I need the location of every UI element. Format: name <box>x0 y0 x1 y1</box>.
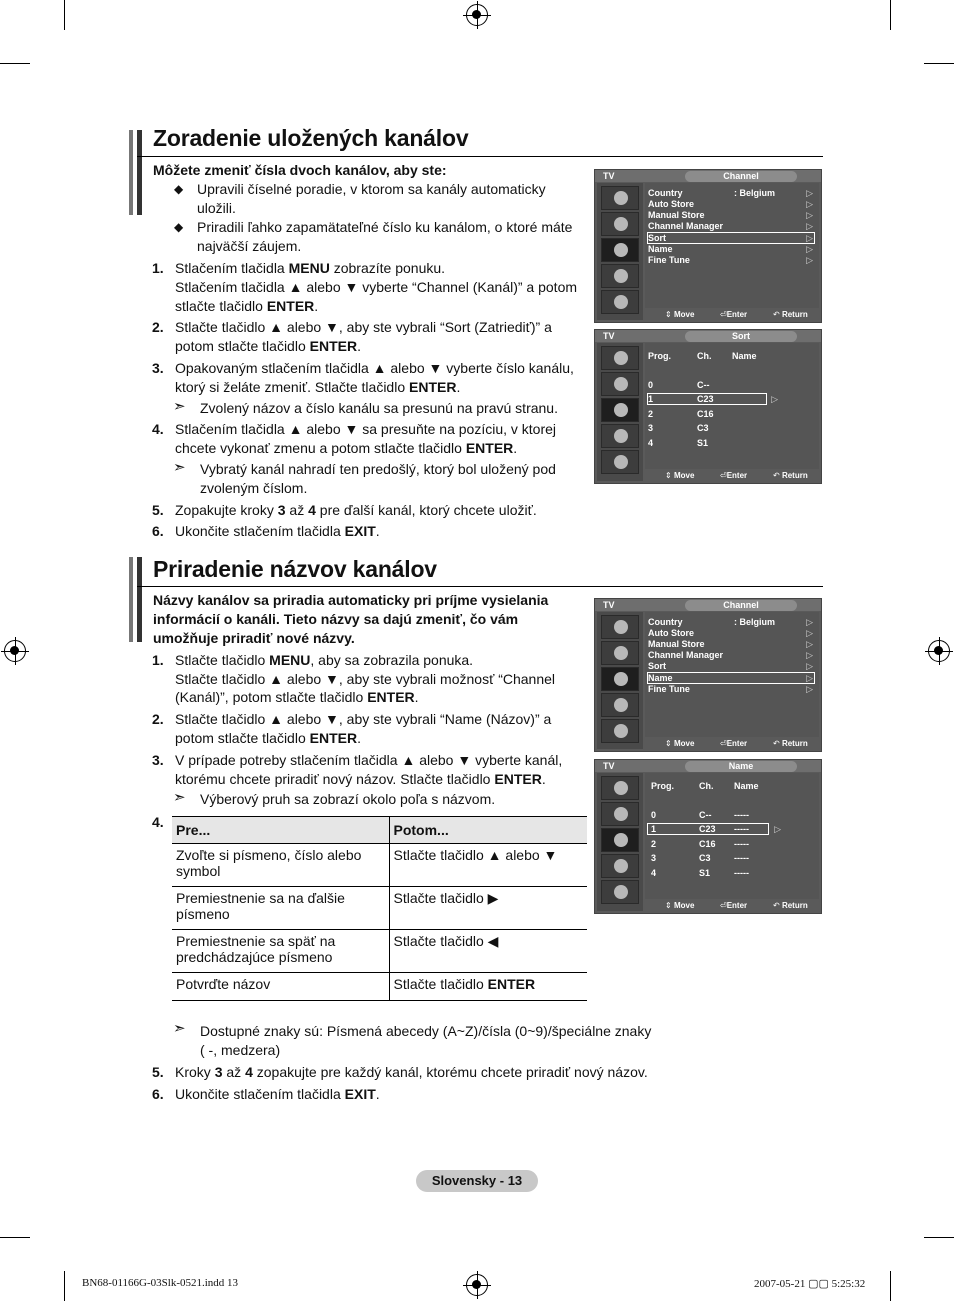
foot-move: Move <box>673 471 695 480</box>
table-cell: Stlačte tlačidlo ◀ <box>389 930 587 973</box>
osd-item: Manual Store <box>648 639 705 649</box>
setup-icon <box>601 424 639 448</box>
input-icon <box>601 290 639 314</box>
channel-icon <box>601 398 639 422</box>
step-number: 5. <box>152 502 164 518</box>
table-cell: Stlačte tlačidlo ENTER <box>389 973 587 1001</box>
note-arrow-icon: ➣ <box>173 1020 186 1037</box>
osd-prog: 3 <box>648 423 654 433</box>
osd-channel-menu: TV Channel Country : Belgium Auto Store Manual Store Channel Manager Sort Name Fine Tune ▷ ▷ ▷ ▷ ▷ ▷ ▷ ⇕ Move ⏎Enter ↶ Return <box>594 598 822 752</box>
footer-file: BN68-01166G-03Slk-0521.indd 13 <box>82 1277 239 1289</box>
foot-return: Return <box>781 739 808 748</box>
sound-icon <box>601 802 639 826</box>
arrow-icon: ▷ <box>806 639 813 649</box>
foot-move: Move <box>673 310 695 319</box>
crop-mark <box>0 1237 30 1238</box>
osd-ch: S1 <box>697 438 709 448</box>
osd-item: Channel Manager <box>648 221 724 231</box>
bullet-text: uložili. <box>197 200 236 216</box>
osd-item: Fine Tune <box>648 255 690 265</box>
foot-enter: Enter <box>726 901 748 910</box>
page-number: Slovensky - 13 <box>416 1170 538 1192</box>
note-text: Dostupné znaky sú: Písmená abecedy (A~Z)/čísla (0~9)/špeciálne znaky <box>200 1023 652 1039</box>
osd-item: Sort <box>648 233 666 243</box>
picture-icon <box>601 776 639 800</box>
channel-icon <box>601 828 639 852</box>
registration-mark-icon <box>928 640 950 662</box>
osd-ch: C3 <box>699 853 711 863</box>
arrow-icon: ▷ <box>806 617 813 627</box>
crop-mark <box>924 1237 954 1238</box>
name-edit-table <box>172 816 587 1001</box>
channel-icon <box>601 238 639 262</box>
input-icon <box>601 450 639 474</box>
osd-prog: 4 <box>651 868 657 878</box>
section-bar <box>129 130 133 215</box>
table-header: Pre... <box>172 817 389 844</box>
osd-ch: C-- <box>699 810 712 820</box>
arrow-icon: ▷ <box>806 661 813 671</box>
note-arrow-icon: ➣ <box>173 398 186 415</box>
input-icon <box>601 880 639 904</box>
bullet-text: Upravili číselné poradie, v ktorom sa kanály automaticky <box>197 181 546 197</box>
osd-ch: C16 <box>697 409 714 419</box>
osd-channel-menu: TV Channel Country : Belgium Auto Store Manual Store Channel Manager Sort Name Fine Tune ▷ ▷ ▷ ▷ ▷ ▷ ▷ ⇕ Move ⏎Enter ↶ Return <box>594 169 822 323</box>
osd-item: Auto Store <box>648 199 694 209</box>
section-bar <box>129 557 133 642</box>
osd-prog: 2 <box>648 409 654 419</box>
osd-ch: C3 <box>697 423 709 433</box>
sound-icon <box>601 372 639 396</box>
arrow-icon: ▷ <box>806 628 813 638</box>
sound-icon <box>601 212 639 236</box>
table-header: Potom... <box>389 817 587 844</box>
step-number: 1. <box>152 260 164 276</box>
foot-move: Move <box>673 739 695 748</box>
osd-item: Auto Store <box>648 628 694 638</box>
osd-item: Sort <box>648 661 666 671</box>
osd-prog: 2 <box>651 839 657 849</box>
step-text: Opakovaným stlačením tlačidla ▲ alebo ▼ vyberte číslo kanálu, <box>175 360 574 376</box>
step-number: 4. <box>152 421 164 437</box>
osd-prog: 3 <box>651 853 657 863</box>
osd-title: Channel <box>685 171 797 182</box>
foot-enter: Enter <box>726 739 748 748</box>
osd-col-header: Prog. <box>648 351 672 361</box>
crop-mark <box>0 63 30 64</box>
arrow-icon: ▷ <box>771 394 778 404</box>
osd-title: Sort <box>685 331 797 342</box>
arrow-icon: ▷ <box>774 824 781 834</box>
setup-icon <box>601 693 639 717</box>
setup-icon <box>601 264 639 288</box>
step-text: Stlačením tlačidla MENU zobrazíte ponuku. <box>175 260 446 276</box>
section1-intro: Môžete zmeniť čísla dvoch kanálov, aby ste: <box>153 162 447 178</box>
step-text: potom stlačte tlačidlo ENTER. <box>175 338 361 354</box>
arrow-icon: ▷ <box>806 199 813 209</box>
note-text: ( -, medzera) <box>200 1042 281 1058</box>
picture-icon <box>601 615 639 639</box>
osd-ch: C-- <box>697 380 710 390</box>
step-text: Stlačte tlačidlo ▲ alebo ▼, aby ste vybrali možnosť “Channel <box>175 671 556 687</box>
foot-enter: Enter <box>726 310 748 319</box>
osd-ch: C23 <box>697 394 714 404</box>
osd-item: Channel Manager <box>648 650 724 660</box>
osd-tv-label: TV <box>603 331 615 341</box>
osd-item: Name <box>648 673 673 683</box>
section2-intro: informácií o kanáli. Tieto názvy sa dajú zmeniť, čo vám <box>153 611 519 627</box>
osd-prog: 1 <box>651 824 657 834</box>
registration-mark-icon <box>4 640 26 662</box>
osd-prog: 1 <box>648 394 654 404</box>
step-text: Stlačením tlačidla ▲ alebo ▼ sa presuňte na pozíciu, v ktorej <box>175 421 557 437</box>
setup-icon <box>601 854 639 878</box>
arrow-icon: ▷ <box>806 673 813 683</box>
osd-sort-menu: TV Sort Prog. Ch. Name ▷ 0 1 2 3 4 C-- C23 C16 C3 S1 ⇕ Move ⏎Enter ↶ Return <box>594 329 822 484</box>
step-number: 1. <box>152 652 164 668</box>
step-number: 5. <box>152 1064 164 1080</box>
table-cell: Stlačte tlačidlo ▲ alebo ▼ <box>389 844 587 887</box>
osd-item: Name <box>648 244 673 254</box>
section2-title: Priradenie názvov kanálov <box>153 556 437 582</box>
registration-mark-icon <box>466 1274 488 1296</box>
sound-icon <box>601 641 639 665</box>
bullet-text: Priradili ľahko zapamätateľné číslo ku kanálom, o ktoré máte <box>197 219 573 235</box>
step-number: 6. <box>152 523 164 539</box>
osd-col-header: Name <box>734 781 759 791</box>
osd-item: Manual Store <box>648 210 705 220</box>
arrow-icon: ▷ <box>806 650 813 660</box>
foot-return: Return <box>781 471 808 480</box>
note-arrow-icon: ➣ <box>173 789 186 806</box>
table-row: Premiestnenie sa späť na predchádzajúce písmeno <box>172 930 389 973</box>
step-text: Stlačením tlačidla ▲ alebo ▼ vyberte “Channel (Kanál)” a potom <box>175 279 578 295</box>
step-text: Ukončite stlačením tlačidla EXIT. <box>175 523 380 539</box>
table-row: Zvoľte si písmeno, číslo alebo symbol <box>172 844 389 887</box>
osd-title: Channel <box>685 600 797 611</box>
osd-prog: 0 <box>651 810 657 820</box>
osd-ch: C23 <box>699 824 716 834</box>
arrow-icon: ▷ <box>806 684 813 694</box>
step-text: Stlačte tlačidlo ▲ alebo ▼, aby ste vybrali “Sort (Zatriediť)” a <box>175 319 552 335</box>
bullet-icon: ◆ <box>174 182 184 196</box>
step-number: 3. <box>152 752 164 768</box>
step-text: stlačte tlačidlo ENTER. <box>175 298 319 314</box>
osd-col-header: Name <box>732 351 757 361</box>
step-text: V prípade potreby stlačením tlačidla ▲ alebo ▼ vyberte kanál, <box>175 752 563 768</box>
step-text: Stlačte tlačidlo ▲ alebo ▼, aby ste vybrali “Name (Názov)” a <box>175 711 552 727</box>
osd-name: ----- <box>734 853 749 863</box>
step-number: 3. <box>152 360 164 376</box>
footer-date: 2007-05-21 ▢▢ 5:25:32 <box>754 1278 866 1290</box>
arrow-icon: ▷ <box>806 255 813 265</box>
note-text: Výberový pruh sa zobrazí okolo poľa s názvom. <box>200 791 496 807</box>
osd-name: ----- <box>734 839 749 849</box>
foot-enter: Enter <box>726 471 748 480</box>
crop-mark <box>890 1271 891 1301</box>
osd-name: ----- <box>734 824 749 834</box>
osd-name-menu: TV Name Prog. Ch. Name ▷ 0 1 2 3 4 C-- C23 C16 C3 S1 ----- ----- ----- ----- ----- ⇕ Move ⏎Enter ↶ Return <box>594 759 822 914</box>
section2-rule <box>137 586 823 587</box>
input-icon <box>601 719 639 743</box>
table-row: Premiestnenie sa na ďalšie písmeno <box>172 887 389 930</box>
note-arrow-icon: ➣ <box>173 459 186 476</box>
arrow-icon: ▷ <box>806 210 813 220</box>
step-number: 4. <box>152 814 164 830</box>
foot-return: Return <box>781 901 808 910</box>
arrow-icon: ▷ <box>806 233 813 243</box>
section1-rule <box>137 156 823 157</box>
table-row: Potvrďte názov <box>172 973 389 1001</box>
step-number: 2. <box>152 711 164 727</box>
registration-mark-icon <box>466 4 488 26</box>
osd-country-value: : Belgium <box>734 617 776 627</box>
osd-item: Country <box>648 188 683 198</box>
bullet-icon: ◆ <box>174 220 184 234</box>
arrow-icon: ▷ <box>806 244 813 254</box>
bullet-text: najväčší záujem. <box>197 238 302 254</box>
note-text: Vybratý kanál nahradí ten predošlý, ktorý bol uložený pod <box>200 461 556 477</box>
osd-country-value: : Belgium <box>734 188 776 198</box>
step-text: Kroky 3 až 4 zopakujte pre každý kanál, ktorému chcete priradiť nový názov. <box>175 1064 648 1080</box>
osd-name: ----- <box>734 810 749 820</box>
foot-return: Return <box>781 310 808 319</box>
picture-icon <box>601 346 639 370</box>
arrow-icon: ▷ <box>806 188 813 198</box>
channel-icon <box>601 667 639 691</box>
osd-ch: C16 <box>699 839 716 849</box>
note-text: Zvolený názov a číslo kanálu sa presunú na pravú stranu. <box>200 400 558 416</box>
crop-mark <box>924 63 954 64</box>
osd-item: Fine Tune <box>648 684 690 694</box>
step-text: ktorý si želáte zmeniť. Stlačte tlačidlo ENTER. <box>175 379 461 395</box>
note-text: zvoleným číslom. <box>200 480 308 496</box>
section-bar <box>137 557 142 642</box>
step-text: ktorému chcete priradiť nový názov. Stlačte tlačidlo ENTER. <box>175 771 546 787</box>
step-text: potom stlačte tlačidlo ENTER. <box>175 730 361 746</box>
osd-selection <box>647 232 815 244</box>
osd-prog: 4 <box>648 438 654 448</box>
section-bar <box>137 130 142 215</box>
osd-tv-label: TV <box>603 600 615 610</box>
step-text: (Kanál)”, potom stlačte tlačidlo ENTER. <box>175 689 419 705</box>
section2-intro: Názvy kanálov sa priradia automaticky pri príjme vysielania <box>153 592 549 608</box>
osd-tv-label: TV <box>603 761 615 771</box>
osd-tv-label: TV <box>603 171 615 181</box>
arrow-icon: ▷ <box>806 221 813 231</box>
section2-intro: umožňuje priradiť nové názvy. <box>153 630 355 646</box>
osd-prog: 0 <box>648 380 654 390</box>
step-text: chcete vykonať zmenu a potom stlačte tlačidlo ENTER. <box>175 440 518 456</box>
osd-name: ----- <box>734 868 749 878</box>
section1-title: Zoradenie uložených kanálov <box>153 125 469 151</box>
foot-move: Move <box>673 901 695 910</box>
step-text: Ukončite stlačením tlačidla EXIT. <box>175 1086 380 1102</box>
osd-ch: S1 <box>699 868 711 878</box>
step-number: 6. <box>152 1086 164 1102</box>
osd-item: Country <box>648 617 683 627</box>
crop-mark <box>64 1271 65 1301</box>
step-text: Stlačte tlačidlo MENU, aby sa zobrazila ponuka. <box>175 652 474 668</box>
crop-mark <box>64 0 65 30</box>
crop-mark <box>890 0 891 30</box>
osd-title: Name <box>685 761 797 772</box>
step-number: 2. <box>152 319 164 335</box>
osd-col-header: Ch. <box>697 351 712 361</box>
picture-icon <box>601 186 639 210</box>
table-cell: Stlačte tlačidlo ▶ <box>389 887 587 930</box>
step-text: Zopakujte kroky 3 až 4 pre ďalší kanál, ktorý chcete uložiť. <box>175 502 537 518</box>
osd-col-header: Prog. <box>651 781 675 791</box>
osd-col-header: Ch. <box>699 781 714 791</box>
